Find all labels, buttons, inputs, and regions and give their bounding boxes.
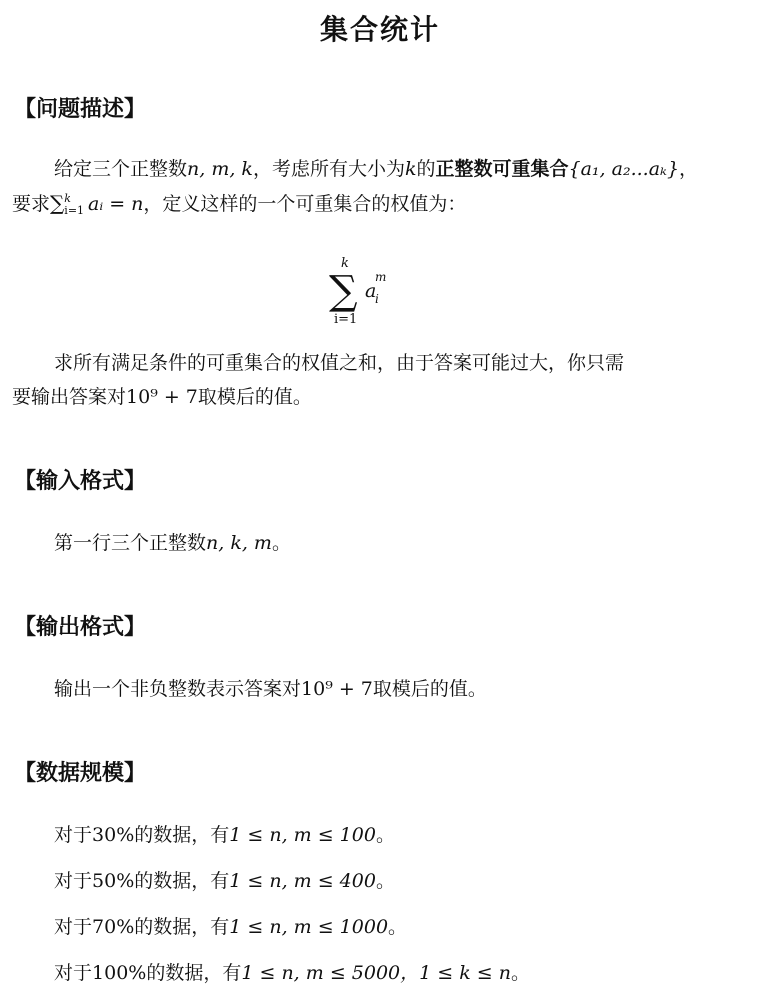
constraint-item: 对于50%的数据，有1 ≤ n, m ≤ 400。 [54, 870, 395, 892]
constraint-item: 对于70%的数据，有1 ≤ n, m ≤ 1000。 [54, 916, 408, 938]
problem-paragraph-line-2: 要求∑ k i=1 aᵢ = n，定义这样的一个可重集合的权值为： [12, 191, 467, 217]
page-title: 集合统计 [319, 13, 440, 46]
constraints-heading: 【数据规模】 [14, 761, 147, 786]
problem-heading: 【问题描述】 [14, 97, 147, 122]
problem-paragraph-line-3: 求所有满足条件的可重集合的权值之和，由于答案可能过大，你只需 [54, 352, 625, 374]
weight-formula: k ∑ i=1 a m i [329, 256, 387, 327]
constraint-item: 对于100%的数据，有1 ≤ n, m ≤ 5000，1 ≤ k ≤ n。 [54, 962, 530, 984]
input-paragraph: 第一行三个正整数n, k, m。 [54, 532, 291, 554]
input-heading: 【输入格式】 [14, 469, 147, 494]
output-paragraph: 输出一个非负整数表示答案对10⁹ + 7取模后的值。 [54, 678, 487, 700]
constraint-item: 对于30%的数据，有1 ≤ n, m ≤ 100。 [54, 824, 395, 846]
bold-term: 正整数可重集合 [435, 158, 569, 180]
problem-paragraph-line-4: 要输出答案对10⁹ + 7取模后的值。 [12, 386, 312, 408]
output-heading: 【输出格式】 [14, 615, 147, 640]
problem-paragraph-line-1: 给定三个正整数n, m, k，考虑所有大小为k的正整数可重集合{a₁, a₂...aₖ}， [54, 158, 699, 180]
